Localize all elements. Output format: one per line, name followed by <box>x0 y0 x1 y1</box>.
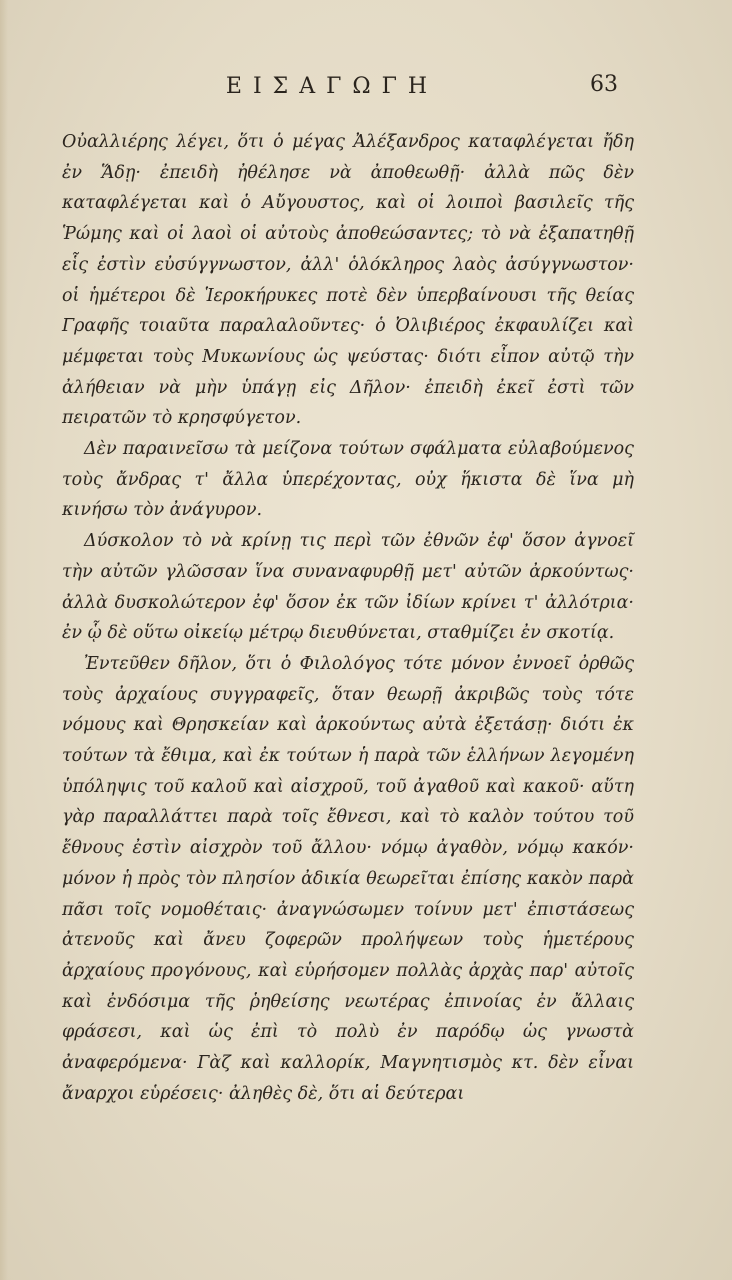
page-number: 63 <box>590 72 618 97</box>
paragraph-2: Δὲν παραινεῖσω τὰ μείζονα τούτων σφάλματα εὐλαβούμενος τοὺς ἄνδρας τ' ἄλλα ὑπερέχοντας, οὐχ ἥκιστα δὲ ἵνα μὴ κινήσω τὸν ἀνάγυρον. <box>62 439 634 521</box>
paragraph-3: Δύσκολον τὸ νὰ κρίνῃ τις περὶ τῶν ἐθνῶν ἐφ' ὅσον ἀγνοεῖ τὴν αὐτῶν γλῶσσαν ἵνα συναναφυρθῇ μετ' αὐτῶν ἀρκούντως· ἀλλὰ δυσκολώτερον ἐφ' ὅσον ἐκ τῶν ἰδίων κρίνει τ' ἀλλότρια· ἐν ᾧ δὲ οὕτω οἰκείῳ μέτρῳ διευθύνεται, σταθμίζει ἐν σκοτίᾳ. <box>62 531 634 644</box>
running-title: ΕΙΣΑΓΩΓΗ <box>225 74 439 99</box>
paragraph-1: Οὐαλλιέρης λέγει, ὅτι ὁ μέγας Ἀλέξανδρος καταφλέγεται ἤδη ἐν Ἅδῃ· ἐπειδὴ ἠθέλησε νὰ ἀποθεωθῇ· ἀλλὰ πῶς δὲν καταφλέγεται καὶ ὁ Αὔγουστος, καὶ οἱ λοιποὶ βασιλεῖς τῆς Ῥώμης καὶ οἱ λαοὶ οἱ αὐτοὺς ἀποθεώσαντες; τὸ νὰ ἐξαπατηθῇ εἷς ἐστὶν εὐσύγγνωστον, ἀλλ' ὁλόκληρος λαὸς ἀσύγγνωστον· οἱ ἡμέτεροι δὲ Ἱεροκήρυκες ποτὲ δὲν ὑπερβαίνουσι τῆς θείας Γραφῆς τοιαῦτα παραλαλοῦντες· ὁ Ὀλιβιέρος ἐκφαυλίζει καὶ μέμφεται τοὺς Μυκωνίους ὡς ψεύστας· διότι εἶπον αὐτῷ τὴν ἀλήθειαν νὰ μὴν ὑπάγῃ εἰς Δῆλον· ἐπειδὴ ἐκεῖ ἐστὶ τῶν πειρατῶν τὸ κρησφύγετον. <box>62 132 634 429</box>
page-header <box>0 74 732 104</box>
page-binding-shadow <box>0 0 8 1280</box>
body-text <box>62 127 634 1110</box>
paragraph-4: Ἐντεῦθεν δῆλον, ὅτι ὁ Φιλολόγος τότε μόνον ἐννοεῖ ὀρθῶς τοὺς ἀρχαίους συγγραφεῖς, ὅταν θεωρῇ ἀκριβῶς τοὺς τότε νόμους καὶ Θρησκείαν καὶ ἀρκούντως αὐτὰ ἐξετάσῃ· διότι ἐκ τούτων τὰ ἔθιμα, καὶ ἐκ τούτων ἡ παρὰ τῶν ἑλλήνων λεγομένη ὑπόληψις τοῦ καλοῦ καὶ αἰσχροῦ, τοῦ ἀγαθοῦ καὶ κακοῦ· αὕτη γὰρ παραλλάττει παρὰ τοῖς ἔθνεσι, καὶ τὸ καλὸν τούτου τοῦ ἔθνους ἐστὶν αἰσχρὸν τοῦ ἄλλου· νόμῳ ἀγαθὸν, νόμῳ κακόν· μόνον ἡ πρὸς τὸν πλησίον ἀδικία θεωρεῖται ἐπίσης κακὸν παρὰ πᾶσι τοῖς νομοθέταις· ἀναγνώσωμεν τοίνυν μετ' ἐπιστάσεως ἀτενοῦς καὶ ἄνευ ζοφερῶν προλήψεων τοὺς ἡμετέρους ἀρχαίους προγόνους, καὶ εὑρήσομεν πολλὰς ἀρχὰς παρ' αὐτοῖς καὶ ἐνδόσιμα τῆς ῥηθείσης νεωτέρας ἐπινοίας ἐν ἄλλαις φράσεσι, καὶ ὡς ἐπὶ τὸ πολὺ ἐν παρόδῳ ὡς γνωστὰ ἀναφερόμενα· Γὰζ καὶ καλλορίκ, Μαγνητισμὸς κτ. δὲν εἶναι ἄναρχοι εὑρέσεις· ἀληθὲς δὲ, ὅτι αἱ δεύτεραι <box>62 653 634 1104</box>
